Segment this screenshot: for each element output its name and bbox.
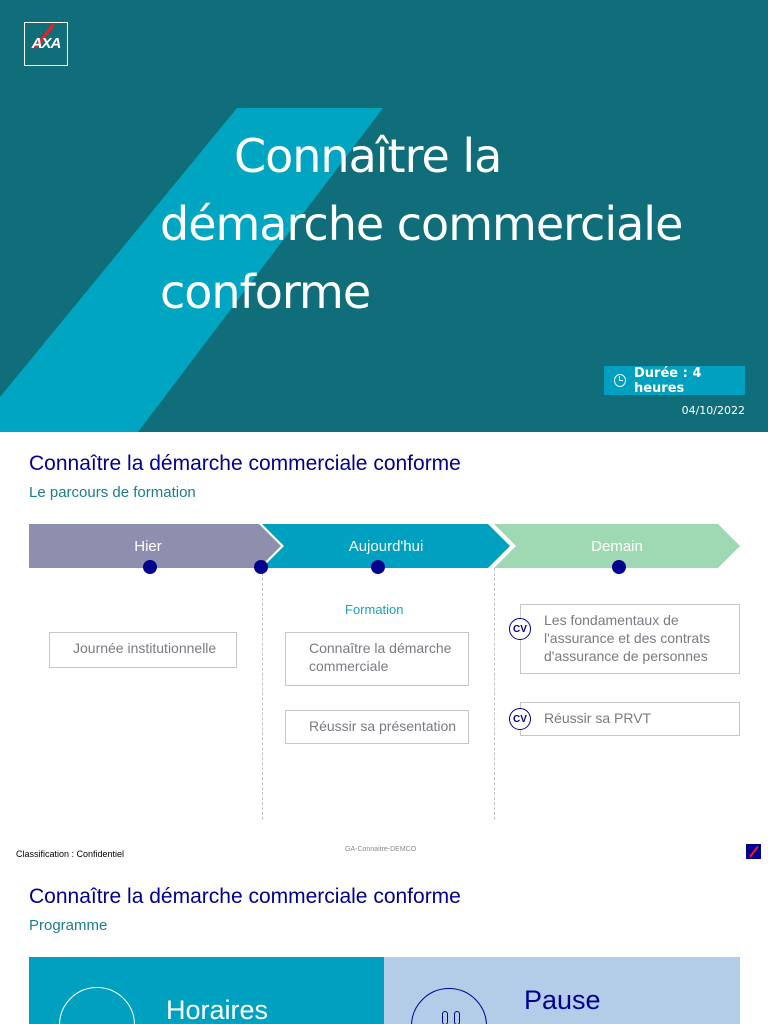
duration-label: Durée : 4 heures (633, 365, 702, 396)
course-box-presentation: Réussir sa présentation (285, 710, 469, 744)
panel-horaires-title: Horaires (166, 995, 269, 1024)
timeline-dot (371, 560, 385, 574)
timeline-dot (612, 560, 626, 574)
cv-badge-icon: CV (509, 708, 531, 730)
footer-reference: GA-Connaitre-DEMCO (345, 846, 417, 853)
panel-horaires (29, 957, 384, 1024)
cv-badge-icon: CV (509, 618, 531, 640)
slide2-subtitle: Le parcours de formation (29, 484, 196, 501)
panel-pause (384, 957, 740, 1024)
slide2-title: Connaître la démarche commerciale conforme (29, 452, 461, 475)
formation-label: Formation (345, 602, 404, 617)
duration-badge (604, 366, 745, 395)
axa-mini-logo (746, 844, 761, 859)
axa-logo: AXA (24, 22, 68, 66)
footer-classification: Classification : Confidentiel (16, 849, 125, 859)
course-box-fondamentaux: Les fondamentaux de l'assurance et des contrats d'assurance de personnes (520, 604, 740, 674)
course-box-demarche: Connaître la démarche commerciale (285, 632, 469, 686)
slide3-subtitle: Programme (29, 917, 108, 934)
timeline-dot (143, 560, 157, 574)
timeline-label-hier: Hier (134, 538, 162, 555)
slide-date: 04/10/2022 (681, 404, 745, 417)
timeline-arrows (0, 524, 768, 568)
course-box-prvt: Réussir sa PRVT (520, 702, 740, 736)
title-slide (0, 0, 768, 432)
timeline-label-aujourdhui: Aujourd'hui (348, 538, 424, 555)
course-box-institutionnelle: Journée institutionnelle (49, 632, 237, 668)
slide-title: Connaître la démarche commerciale conforme (160, 129, 683, 319)
clock-icon (59, 987, 135, 1024)
timeline-label-demain: Demain (591, 538, 643, 555)
timeline-dot (254, 560, 268, 574)
divider-1 (262, 568, 263, 820)
coffee-icon (411, 988, 487, 1024)
divider-2 (494, 568, 495, 820)
slide3-title: Connaître la démarche commerciale conforme (29, 885, 461, 908)
panel-pause-title: Pause (524, 985, 601, 1015)
clock-icon (614, 374, 626, 387)
